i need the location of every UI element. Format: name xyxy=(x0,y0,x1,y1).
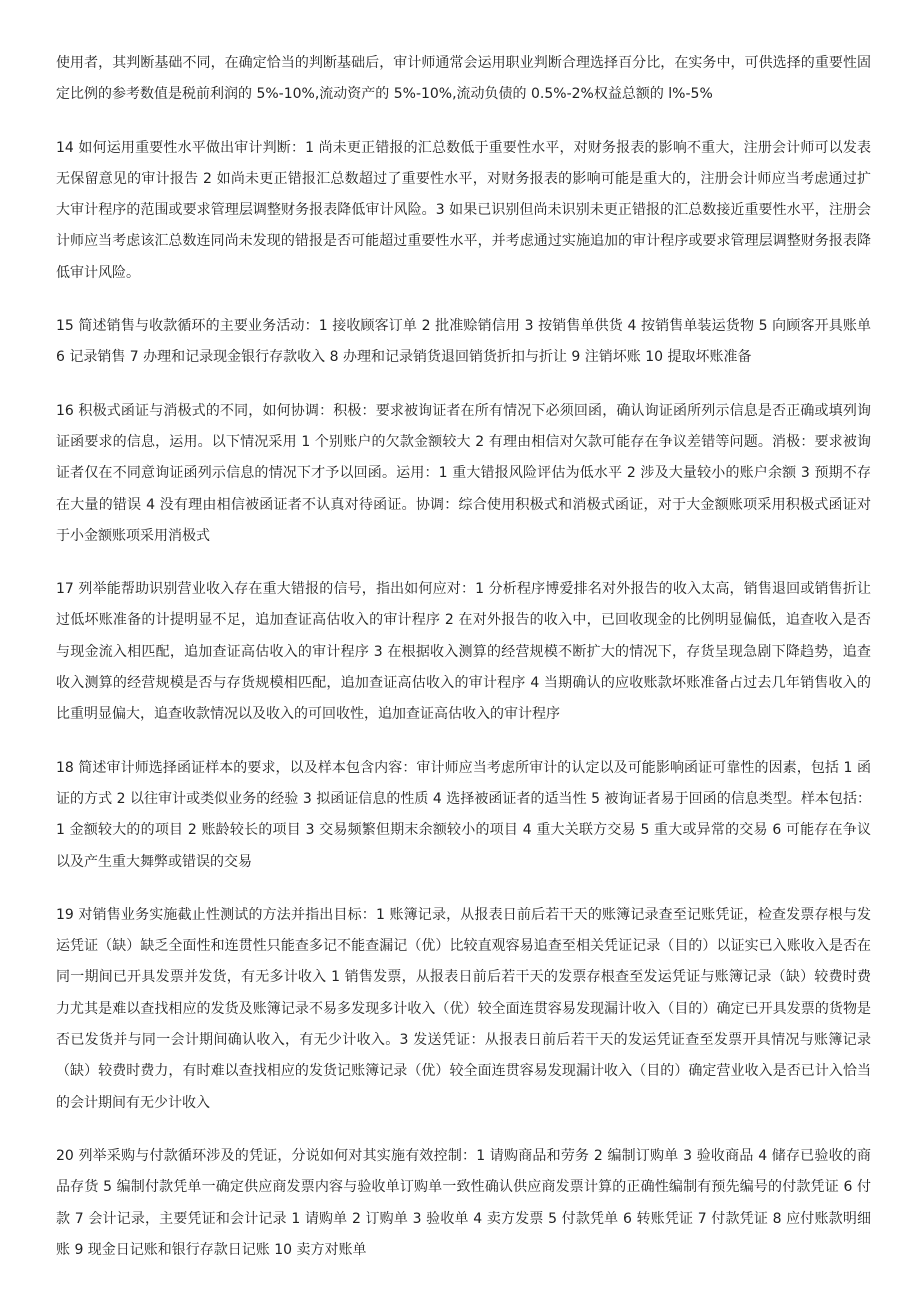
paragraph-16-positive-negative-confirmation: 16 积极式函证与消极式的不同，如何协调：积极：要求被询证者在所有情况下必须回函，确认询证函所列示信息是否正确或填列询证函要求的信息，运用。以下情况采用 1 个别账户的欠款金额较大 2 有理由相信对欠款可能存在争议差错等问题。消极：要求被询证者仅在不同意询证函列示信息的情况下才予以回函。运用：1 重大错报风险评估为低水平 2 涉及大量较小的账户余额 3 预期不存在大量的错误 4 没有理由相信被函证者不认真对待函证。协调：综合使用积极式和消极式函证，对于大金额账项采用积极式函证对于小金额账项采用消极式 xyxy=(56,402,871,544)
paragraph-materiality-percentages: 使用者，其判断基础不同，在确定恰当的判断基础后，审计师通常会运用职业判断合理选择百分比，在实务中，可供选择的重要性固定比例的参考数值是税前利润的 5%-10%,流动资产的 5%-10%,流动负债的 0.5%-2%权益总额的 l%-5% xyxy=(56,55,871,103)
paragraph-17-revenue-misstatement-signals: 17 列举能帮助识别营业收入存在重大错报的信号，指出如何应对：1 分析程序博爱排名对外报告的收入太高，销售退回或销售折让过低坏账准备的计提明显不足，追加查证高估收入的审计程序 2 在对外报告的收入中，已回收现金的比例明显偏低，追查收入是否与现金流入相匹配，追加查证高估收入的审计程序 3 在根据收入测算的经营规模不断扩大的情况下，存货呈现急剧下降趋势，追查收入测算的经营规模是否与存货规模相匹配，追加查证高估收入的审计程序 4 当期确认的应收账款坏账准备占过去几年销售收入的比重明显偏大，追查收款情况以及收入的可回收性，追加查证高估收入的审计程序 xyxy=(56,581,871,723)
paragraph-14-materiality-judgment: 14 如何运用重要性水平做出审计判断：1 尚未更正错报的汇总数低于重要性水平，对财务报表的影响不重大，注册会计师可以发表无保留意见的审计报告 2 如尚未更正错报汇总数超过了重要性水平，对财务报表的影响可能是重大的，注册会计师应当考虑通过扩大审计程序的范围或要求管理层调整财务报表降低审计风险。3 如果已识别但尚未识别未更正错报的汇总数接近重要性水平，注册会计师应当考虑该汇总数连同尚未发现的错报是否可能超过重要性水平，并考虑通过实施追加的审计程序或要求管理层调整财务报表降低审计风险。 xyxy=(56,139,871,281)
paragraph-18-confirmation-sample: 18 简述审计师选择函证样本的要求，以及样本包含内容：审计师应当考虑所审计的认定以及可能影响函证可靠性的因素，包括 1 函证的方式 2 以往审计或类似业务的经验 3 拟函证信息的性质 4 选择被函证者的适当性 5 被询证者易于回函的信息类型。样本包括：1 金额较大的的项目 2 账龄较长的项目 3 交易频繁但期末余额较小的项目 4 重大关联方交易 5 重大或异常的交易 6 可能存在争议以及产生重大舞弊或错误的交易 xyxy=(56,759,871,870)
paragraph-20-purchase-payment-documents: 20 列举采购与付款循环涉及的凭证，分说如何对其实施有效控制：1 请购商品和劳务 2 编制订购单 3 验收商品 4 储存已验收的商品存货 5 编制付款凭单一确定供应商发票内容与验收单订购单一致性确认供应商发票计算的正确性编制有预先编号的付款凭证 6 付款 7 会计记录，主要凭证和会计记录 1 请购单 2 订购单 3 验收单 4 卖方发票 5 付款凭单 6 转账凭证 7 付款凭证 8 应付账款明细账 9 现金日记账和银行存款日记账 10 卖方对账单 xyxy=(56,1147,871,1258)
document-page xyxy=(56,48,871,1288)
paragraph-19-cutoff-testing: 19 对销售业务实施截止性测试的方法并指出目标：1 账簿记录，从报表日前后若干天的账簿记录查至记账凭证，检查发票存根与发运凭证（缺）缺乏全面性和连贯性只能查多记不能查漏记（优）比较直观容易追查至相关凭证记录（目的）以证实已入账收入是否在同一期间已开具发票并发货，有无多计收入 1 销售发票，从报表日前后若干天的发票存根查至发运凭证与账簿记录（缺）较费时费力尤其是难以查找相应的发货及账簿记录不易多发现多计收入（优）较全面连贯容易发现漏计收入（目的）确定已开具发票的货物是否已发货并与同一会计期间确认收入，有无少计收入。3 发送凭证：从报表日前后若干天的发运凭证查至发票开具情况与账簿记录（缺）较费时费力，有时难以查找相应的发货记账簿记录（优）较全面连贯容易发现漏计收入（目的）确定营业收入是否已计入恰当的会计期间有无少计收入 xyxy=(56,906,871,1111)
paragraph-15-sales-collection-activities: 15 简述销售与收款循环的主要业务活动：1 接收顾客订单 2 批准赊销信用 3 按销售单供货 4 按销售单装运货物 5 向顾客开具账单 6 记录销售 7 办理和记录现金银行存款收入 8 办理和记录销货退回销货折扣与折让 9 注销坏账 10 提取坏账准备 xyxy=(56,318,871,366)
